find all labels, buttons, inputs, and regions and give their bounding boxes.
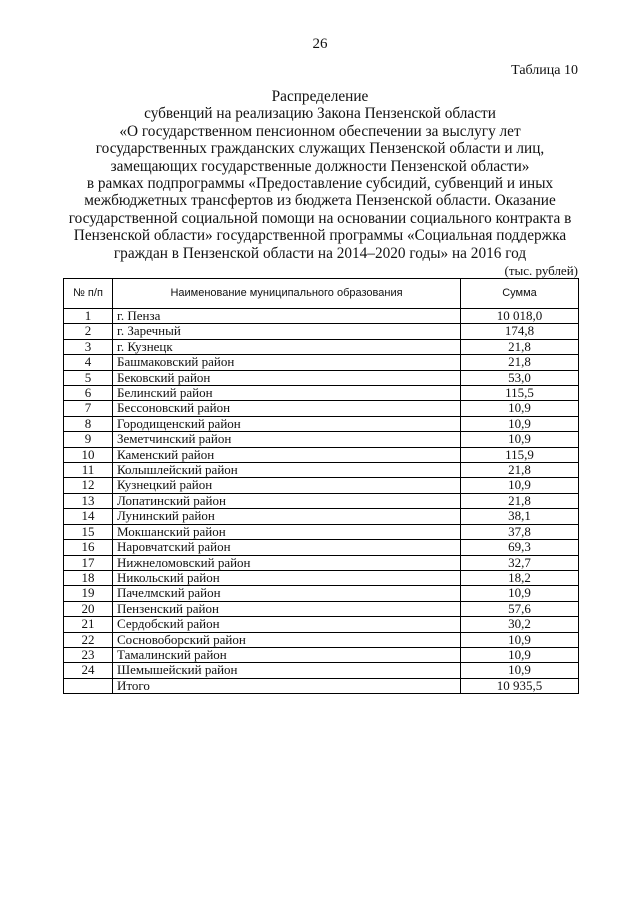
row-name: г. Заречный: [113, 324, 461, 339]
row-sum: 57,6: [461, 601, 579, 616]
table-row: [64, 324, 579, 339]
header-num: № п/п: [64, 279, 113, 309]
table-row: [64, 401, 579, 416]
document-title: [60, 88, 580, 262]
table-row: [64, 339, 579, 354]
row-sum: 30,2: [461, 617, 579, 632]
row-number: 4: [64, 355, 113, 370]
header-name: Наименование муниципального образования: [113, 279, 461, 309]
row-name: Мокшанский район: [113, 524, 461, 539]
row-sum: 18,2: [461, 570, 579, 585]
row-name: Городищенский район: [113, 416, 461, 431]
row-name: Пачелмский район: [113, 586, 461, 601]
table-row: [64, 570, 579, 585]
title-line: в рамках подпрограммы «Предоставление субсидий, субвенций и иных: [86, 175, 554, 193]
row-name: г. Кузнецк: [113, 339, 461, 354]
units-label: (тыс. рублей): [504, 263, 578, 278]
row-number: 5: [64, 370, 113, 385]
header-sum: Сумма: [461, 279, 579, 309]
row-sum: 38,1: [461, 509, 579, 524]
row-number: 15: [64, 524, 113, 539]
distribution-table: [63, 278, 579, 694]
row-name: Каменский район: [113, 447, 461, 462]
table-row: [64, 386, 579, 401]
row-number: 20: [64, 601, 113, 616]
row-sum: 21,8: [461, 355, 579, 370]
row-number: 24: [64, 663, 113, 678]
row-name: Пензенский район: [113, 601, 461, 616]
table-row: [64, 355, 579, 370]
row-number: 3: [64, 339, 113, 354]
table-row: [64, 493, 579, 508]
row-name: Шемышейский район: [113, 663, 461, 678]
table-row: [64, 463, 579, 478]
row-name: Лунинский район: [113, 509, 461, 524]
row-number: 21: [64, 617, 113, 632]
row-name: Лопатинский район: [113, 493, 461, 508]
row-sum: 10,9: [461, 663, 579, 678]
table-row: [64, 601, 579, 616]
row-sum: 10,9: [461, 401, 579, 416]
row-sum: 10,9: [461, 416, 579, 431]
row-name: Наровчатский район: [113, 540, 461, 555]
row-name: Нижнеломовский район: [113, 555, 461, 570]
row-name: Кузнецкий район: [113, 478, 461, 493]
title-line: замещающих государственные должности Пензенской области»: [110, 157, 530, 175]
row-number: 1: [64, 309, 113, 324]
row-number: 9: [64, 432, 113, 447]
table-row: [64, 524, 579, 539]
table-row: [64, 632, 579, 647]
row-sum: 21,8: [461, 493, 579, 508]
row-number: 16: [64, 540, 113, 555]
row-name: Сосновоборский район: [113, 632, 461, 647]
title-line: государственной социальной помощи на основании социального контракта в: [68, 209, 572, 227]
title-line: «О государственном пенсионном обеспечении за выслугу лет: [119, 122, 521, 140]
row-sum: 21,8: [461, 463, 579, 478]
row-number: 13: [64, 493, 113, 508]
row-name: Никольский район: [113, 570, 461, 585]
row-name: Белинский район: [113, 386, 461, 401]
title-line: субвенций на реализацию Закона Пензенской области: [144, 105, 496, 123]
table-row: [64, 663, 579, 678]
row-number: 17: [64, 555, 113, 570]
row-sum: 10,9: [461, 478, 579, 493]
row-number: 11: [64, 463, 113, 478]
table-row: [64, 647, 579, 662]
total-name: Итого: [113, 678, 461, 693]
row-sum: 32,7: [461, 555, 579, 570]
table-row: [64, 478, 579, 493]
table-row: [64, 432, 579, 447]
row-sum: 10 018,0: [461, 309, 579, 324]
row-sum: 10,9: [461, 586, 579, 601]
table-row: [64, 540, 579, 555]
row-number: 6: [64, 386, 113, 401]
row-sum: 37,8: [461, 524, 579, 539]
total-num: [64, 678, 113, 693]
row-sum: 10,9: [461, 647, 579, 662]
table-row: [64, 416, 579, 431]
total-sum: 10 935,5: [461, 678, 579, 693]
row-name: Бессоновский район: [113, 401, 461, 416]
row-sum: 10,9: [461, 432, 579, 447]
row-sum: 53,0: [461, 370, 579, 385]
row-number: 12: [64, 478, 113, 493]
row-number: 18: [64, 570, 113, 585]
row-sum: 115,5: [461, 386, 579, 401]
row-number: 2: [64, 324, 113, 339]
row-sum: 21,8: [461, 339, 579, 354]
table-row: [64, 447, 579, 462]
row-number: 7: [64, 401, 113, 416]
row-name: Башмаковский район: [113, 355, 461, 370]
row-number: 14: [64, 509, 113, 524]
row-number: 19: [64, 586, 113, 601]
row-name: Колышлейский район: [113, 463, 461, 478]
row-name: Бековский район: [113, 370, 461, 385]
row-name: Земетчинский район: [113, 432, 461, 447]
title-line: Пензенской области» государственной программы «Социальная поддержка: [73, 227, 567, 245]
row-number: 10: [64, 447, 113, 462]
table-row: [64, 370, 579, 385]
row-name: Сердобский район: [113, 617, 461, 632]
table-row: [64, 309, 579, 324]
table-row: [64, 586, 579, 601]
table-row: [64, 617, 579, 632]
table-header-row: [64, 279, 579, 309]
row-name: Тамалинский район: [113, 647, 461, 662]
row-sum: 115,9: [461, 447, 579, 462]
title-line: межбюджетных трансфертов из бюджета Пензенской области. Оказание: [84, 192, 556, 210]
row-sum: 174,8: [461, 324, 579, 339]
title-line: государственных гражданских служащих Пензенской области и лиц,: [95, 140, 545, 158]
table-row: [64, 555, 579, 570]
row-name: г. Пенза: [113, 309, 461, 324]
row-sum: 10,9: [461, 632, 579, 647]
row-number: 8: [64, 416, 113, 431]
table-label: Таблица 10: [511, 63, 578, 78]
page-number: 26: [312, 36, 328, 52]
title-line: Распределение: [271, 88, 369, 105]
table-total-row: [64, 678, 579, 693]
title-line: граждан в Пензенской области на 2014–2020 годы» на 2016 год: [113, 244, 527, 262]
row-number: 22: [64, 632, 113, 647]
table-row: [64, 509, 579, 524]
row-number: 23: [64, 647, 113, 662]
row-sum: 69,3: [461, 540, 579, 555]
